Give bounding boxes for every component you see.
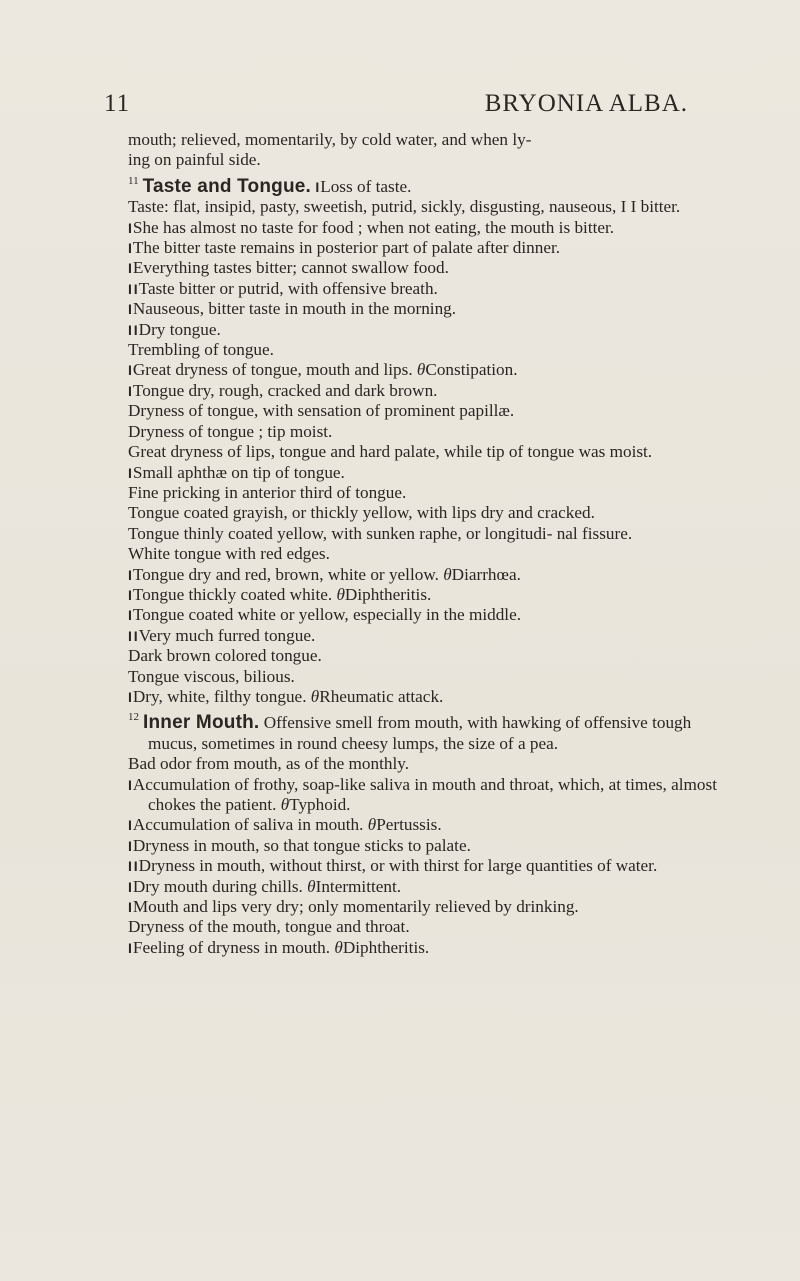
symptom-entry <box>128 917 718 937</box>
entry-text: Tongue viscous, bilious. <box>128 666 295 686</box>
symptom-entry <box>128 320 718 340</box>
symptom-entry <box>128 150 718 170</box>
entry-text: Loss of taste. <box>320 176 412 196</box>
entry-text: Offensive smell from mouth, with hawking of offensive tough mucus, sometimes in round cheesy lumps, the size of a pea. <box>148 713 692 753</box>
symptom-entry <box>128 877 718 897</box>
page-body <box>128 130 718 958</box>
grade-marker: I <box>128 362 131 379</box>
symptom-entry <box>128 360 718 380</box>
entry-text: Great dryness of tongue, mouth and lips. <box>132 360 417 380</box>
section-heading-entry <box>112 171 718 197</box>
entry-text: ing on painful side. <box>128 150 261 170</box>
symptom-entry <box>128 565 718 585</box>
grade-marker: I <box>128 260 131 277</box>
entry-text: Tongue thinly coated yellow, with sunken raphe, or longitudi- nal fissure. <box>128 523 633 543</box>
symptom-entry <box>128 836 718 856</box>
entry-text: Nauseous, bitter taste in mouth in the morning. <box>132 299 457 319</box>
grade-marker: I <box>128 240 131 257</box>
condition-name: Diphtheritis. <box>344 584 432 604</box>
entry-text: Tongue thickly coated white. <box>132 584 337 604</box>
grade-marker: I <box>128 219 131 236</box>
theta-symbol: θ <box>334 937 343 957</box>
condition-name: Constipation. <box>425 360 518 380</box>
symptom-entry <box>128 299 718 319</box>
grade-marker: I <box>128 878 131 895</box>
page-number: 11 <box>104 90 131 117</box>
entry-text: Dryness of the mouth, tongue and throat. <box>128 917 410 937</box>
entry-text: Great dryness of lips, tongue and hard palate, while tip of tongue was moist. <box>128 442 653 462</box>
running-title: BRYONIA ALBA. <box>484 90 688 117</box>
section-number: 12 <box>128 711 139 724</box>
symptom-entry <box>128 938 718 958</box>
entry-text: She has almost no taste for food ; when not eating, the mouth is bitter. <box>132 217 615 237</box>
grade-marker: I <box>128 607 131 624</box>
entry-text: mouth; relieved, momentarily, by cold water, and when ly- <box>128 130 532 149</box>
symptom-entry <box>128 897 718 917</box>
entry-text: Dry mouth during chills. <box>132 876 308 896</box>
grade-marker: I <box>315 178 319 195</box>
theta-symbol: θ <box>336 584 345 604</box>
grade-marker: I <box>128 566 131 583</box>
grade-marker: I <box>128 817 131 834</box>
entry-text: Dryness in mouth, so that tongue sticks to palate. <box>132 835 471 855</box>
entry-text: Very much furred tongue. <box>138 625 316 645</box>
entry-text: Tongue coated white or yellow, especially in the middle. <box>132 605 521 625</box>
symptom-entry <box>128 130 718 150</box>
grade-marker: I <box>128 939 131 956</box>
entry-text: Dark brown colored tongue. <box>128 646 322 666</box>
condition-name: Rheumatic attack. <box>319 686 444 706</box>
symptom-entry <box>128 401 718 421</box>
symptom-entry <box>128 381 718 401</box>
condition-name: Diarrhœa. <box>451 564 521 584</box>
grade-marker: I <box>128 776 131 793</box>
symptom-entry <box>128 667 718 687</box>
grade-marker: I <box>128 464 131 481</box>
entry-text: Small aphthæ on tip of tongue. <box>132 462 345 482</box>
entry-text: Feeling of dryness in mouth. <box>132 937 335 957</box>
symptom-entry <box>128 258 718 278</box>
symptom-entry <box>128 775 718 816</box>
symptom-entry <box>128 197 718 217</box>
symptom-entry <box>128 503 718 523</box>
symptom-entry <box>128 585 718 605</box>
entry-text: Bad odor from mouth, as of the monthly. <box>128 754 410 774</box>
section-title: Inner Mouth. <box>143 712 260 734</box>
theta-symbol: θ <box>443 564 452 584</box>
entry-text: Dryness in mouth, without thirst, or with thirst for large quantities of water. <box>138 856 658 876</box>
symptom-entry <box>128 646 718 666</box>
entry-text: Taste bitter or putrid, with offensive breath. <box>138 278 438 298</box>
entry-text: Everything tastes bitter; cannot swallow food. <box>132 258 449 278</box>
symptom-entry <box>128 754 718 774</box>
symptom-entry <box>128 605 718 625</box>
symptom-entry <box>128 524 718 544</box>
symptom-entry <box>128 442 718 462</box>
symptom-entry <box>128 626 718 646</box>
entry-text: Trembling of tongue. <box>128 340 274 360</box>
symptom-entry <box>128 463 718 483</box>
symptom-entry <box>128 422 718 442</box>
entry-text: The bitter taste remains in posterior part of palate after dinner. <box>132 238 561 258</box>
condition-name: Typhoid. <box>289 795 351 814</box>
symptom-entry <box>128 544 718 564</box>
condition-name: Intermittent. <box>315 876 402 896</box>
section-heading-entry <box>112 707 718 754</box>
section-number: 11 <box>128 174 139 187</box>
symptom-entry <box>128 815 718 835</box>
entry-text: Tongue dry and red, brown, white or yellow. <box>132 564 444 584</box>
grade-marker: I <box>128 586 131 603</box>
grade-marker: I <box>128 382 131 399</box>
grade-marker: I I <box>128 627 137 644</box>
symptom-entry <box>128 238 718 258</box>
symptom-entry <box>128 856 718 876</box>
theta-symbol: θ <box>307 876 316 896</box>
grade-marker: I <box>128 837 131 854</box>
entry-text: Dryness of tongue ; tip moist. <box>128 421 333 441</box>
symptom-entry <box>128 340 718 360</box>
entry-text: Fine pricking in anterior third of tongue. <box>128 482 407 502</box>
grade-marker: I <box>128 301 131 318</box>
entry-text: Tongue dry, rough, cracked and dark brown. <box>132 380 438 400</box>
grade-marker: I I <box>128 858 137 875</box>
symptom-entry <box>128 687 718 707</box>
theta-symbol: θ <box>367 815 377 835</box>
entry-text: Dry tongue. <box>138 319 221 339</box>
symptom-entry <box>128 279 718 299</box>
theta-symbol: θ <box>280 795 290 814</box>
section-title: Taste and Tongue. <box>142 175 312 197</box>
entry-text: Dryness of tongue, with sensation of prominent papillæ. <box>128 401 515 421</box>
grade-marker: I <box>128 688 131 705</box>
condition-name: Diphtheritis. <box>342 937 430 957</box>
grade-marker: I I <box>128 321 137 338</box>
entry-text: Taste: flat, insipid, pasty, sweetish, putrid, sickly, disgusting, nauseous, I I bitter. <box>128 197 681 217</box>
entry-text: Tongue coated grayish, or thickly yellow, with lips dry and cracked. <box>128 503 595 523</box>
entry-text: Dry, white, filthy tongue. <box>132 686 311 706</box>
symptom-entry <box>128 483 718 503</box>
entry-text: Mouth and lips very dry; only momentarily relieved by drinking. <box>132 897 579 917</box>
entry-text: Accumulation of saliva in mouth. <box>132 815 368 835</box>
grade-marker: I I <box>128 280 137 297</box>
entry-text: Accumulation of frothy, soap-like saliva in mouth and throat, which, at times, almost chokes the patient. <box>132 774 717 814</box>
entry-text: White tongue with red edges. <box>128 544 330 564</box>
condition-name: Pertussis. <box>376 815 442 835</box>
grade-marker: I <box>128 899 131 916</box>
symptom-entry <box>128 218 718 238</box>
theta-symbol: θ <box>416 360 426 380</box>
theta-symbol: θ <box>310 686 320 706</box>
